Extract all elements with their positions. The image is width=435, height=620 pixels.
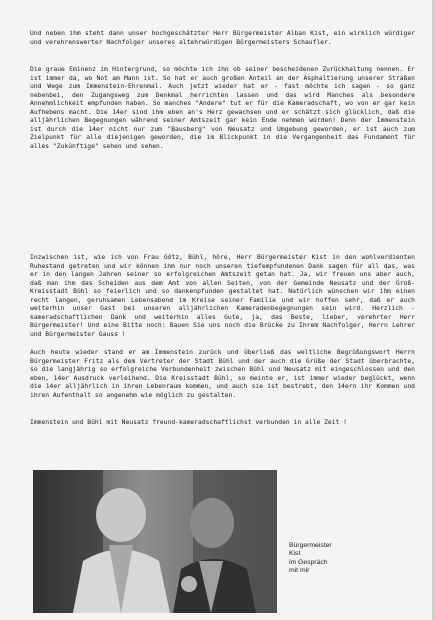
paragraph-3: Inzwischen ist, wie ich von Frau Götz, Bühl, höre, Herr Bürgermeister Kist in den wohlverdienten Ruhestand getreten und wir können ihm nur noch unseren tiefempfundenen Dank sagen für all das, was er in den langen Jahren seiner so erfolgreichen Amtszeit getan hat. Ja, wir freuen uns aber auch, daß man ihm das Scheiden aus dem Amt von allen Seiten, von der Gemeinde Neusatz und der Groß-Kreisstadt Bühl so feierlich und so dankenpfunden gestaltet hat. Natürlich wünschen wir ihm einen recht langen, geruhsamen Lebensabend im Kreise seiner Familie und wir hoffen sehr, daß er auch weiterhin unser Gast bei unseren alljährlichen Kameradenbegegnungen sein wird. Herzlich - kameradschaftlichen Dank und weiterhin alles Gute, ja, das Beste, lieber, verehrter Herr Bürgermeister! Und eine Bitte noch: Bauen Sie uns noch die Brücke zu Ihrem Nachfolger, Herrn Lehrer und Bürgermeister Gauss ! xyxy=(30,254,415,338)
paragraph-4: Auch heute wieder stand er am Immenstein zurück und überließ das weltliche Begrüßungswort Herrn Bürgermeister Fritz als dem Vertreter der Stadt Bühl und der auch die Grüße der Stadt überbrachte, so die langjährig so erfolgreiche Verbundenheit zwischen Bühl und Neusatz mit eingeschlossen und den eben, 14er Ausdruck verleihend. Die Kreisstadt Bühl, so meinte er, ist immer wieder beglückt, wenn die 14er alljährlich in ihren Lebenraum kommen, und auch sie ist bestrebt, den 14ern ihr Kommen und ihren Aufenthalt so angenehm wie möglich zu gestalten. xyxy=(30,349,415,399)
paragraph-1: Und neben ihm steht dann unser hochgeschätzter Herr Bürgermeister Alban Kist, ein wirklich würdiger und verehrenswerter Nachfolger unseres altehrwürdigen Bürgermeisters Schaufler. xyxy=(30,30,415,46)
caption-line-3: im Gespräch xyxy=(289,558,328,566)
paragraph-2: Die graue Eminenz im Hintergrund, so möchte ich ihn ob seiner bescheidenen Zurückhaltung nennen. Er ist immer da, wo Not am Mann ist. So hat er auch großen Anteil an der Asphaltierung unserer Straßen und Wege zum Immenstein-Ehrenmal. Auch jetzt wieder hat er - fast möchte ich sagen - so ganz nebenbei, den Zugangsweg zum Denkmal herrichten lassen und das wird Manches als besondere Annehmlichkeit empfunden haben. So manches "Andere" tut er für die Kameradschaft, wo von er gar kein Aufhebens macht. Die 14er sind ihm eben an's Herz gewachsen und er schätzt sich glücklich, daß die alljährlichen Begegnungen während seiner Amtszeit gar kein Ende nehmen würden! Denn der Immenstein ist durch die 14er nicht nur zum "Bausberg" von Neusatz und Umgebung geworden, er ist auch zum Zielpunkt für alle diejenigen geworden, die im Blickpunkt in die Vergangenheit das Fundament für alles "Zukünftige" sehen und sehen. xyxy=(30,66,415,150)
photo-two-men xyxy=(33,470,277,613)
caption-line-4: mit mir xyxy=(289,566,310,574)
paragraph-5: Immenstein und Bühl mit Neusatz freund-kameradschaftlichst verbunden in alle Zeit ! xyxy=(30,419,347,426)
caption-line-1: Bürgermeister xyxy=(289,542,332,549)
photo-illustration xyxy=(33,470,277,613)
photo-caption xyxy=(289,542,359,575)
caption-line-2: Kist xyxy=(289,550,301,558)
